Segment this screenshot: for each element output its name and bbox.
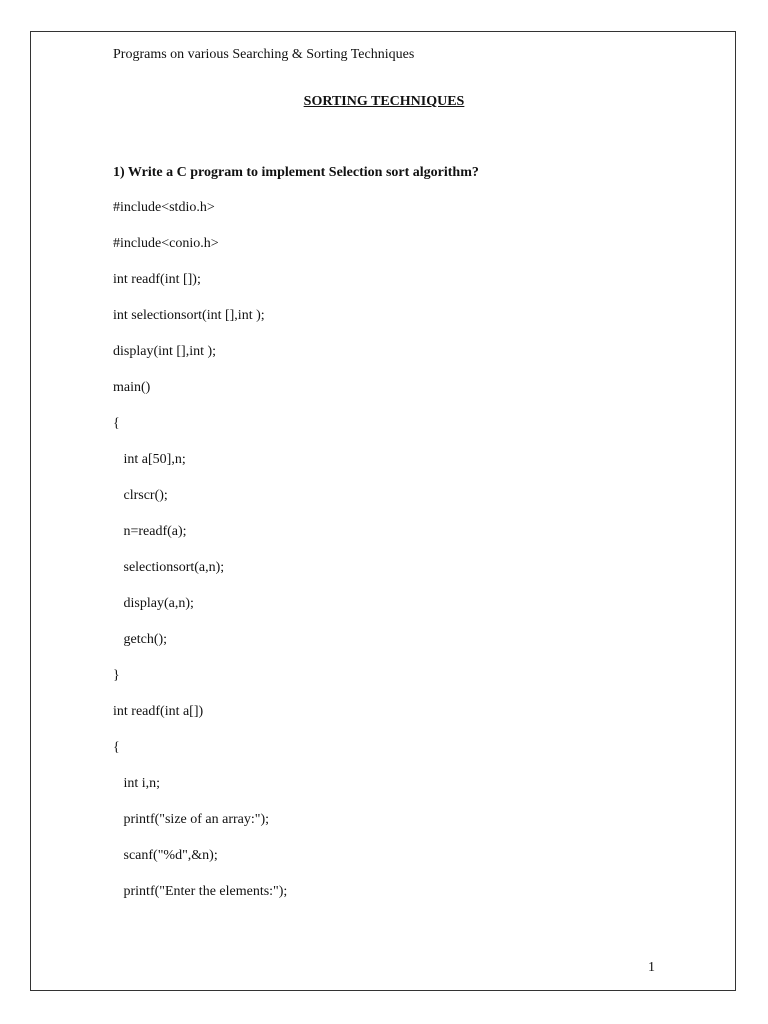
code-line: display(int [],int );	[113, 344, 217, 359]
code-line: #include<conio.h>	[113, 236, 219, 251]
code-line: }	[113, 668, 120, 683]
code-line: selectionsort(a,n);	[113, 560, 225, 575]
code-line: clrscr();	[113, 488, 168, 503]
code-line: #include<stdio.h>	[113, 200, 215, 215]
page-number: 1	[648, 960, 655, 975]
code-line: getch();	[113, 632, 168, 647]
code-line: printf("Enter the elements:");	[113, 884, 288, 899]
code-line: int readf(int a[])	[113, 704, 204, 719]
question-heading: 1) Write a C program to implement Selection sort algorithm?	[113, 165, 479, 180]
code-line: {	[113, 416, 120, 431]
code-line: main()	[113, 380, 151, 395]
code-line: n=readf(a);	[113, 524, 187, 539]
code-line: display(a,n);	[113, 596, 194, 611]
section-title: SORTING TECHNIQUES	[303, 94, 465, 109]
code-line: int readf(int []);	[113, 272, 201, 287]
page-header: Programs on various Searching & Sorting Techniques	[113, 47, 415, 62]
code-line: int selectionsort(int [],int );	[113, 308, 265, 323]
code-line: int a[50],n;	[113, 452, 186, 467]
code-line: {	[113, 740, 120, 755]
code-line: printf("size of an array:");	[113, 812, 270, 827]
code-line: scanf("%d",&n);	[113, 848, 218, 863]
code-line: int i,n;	[113, 776, 161, 791]
